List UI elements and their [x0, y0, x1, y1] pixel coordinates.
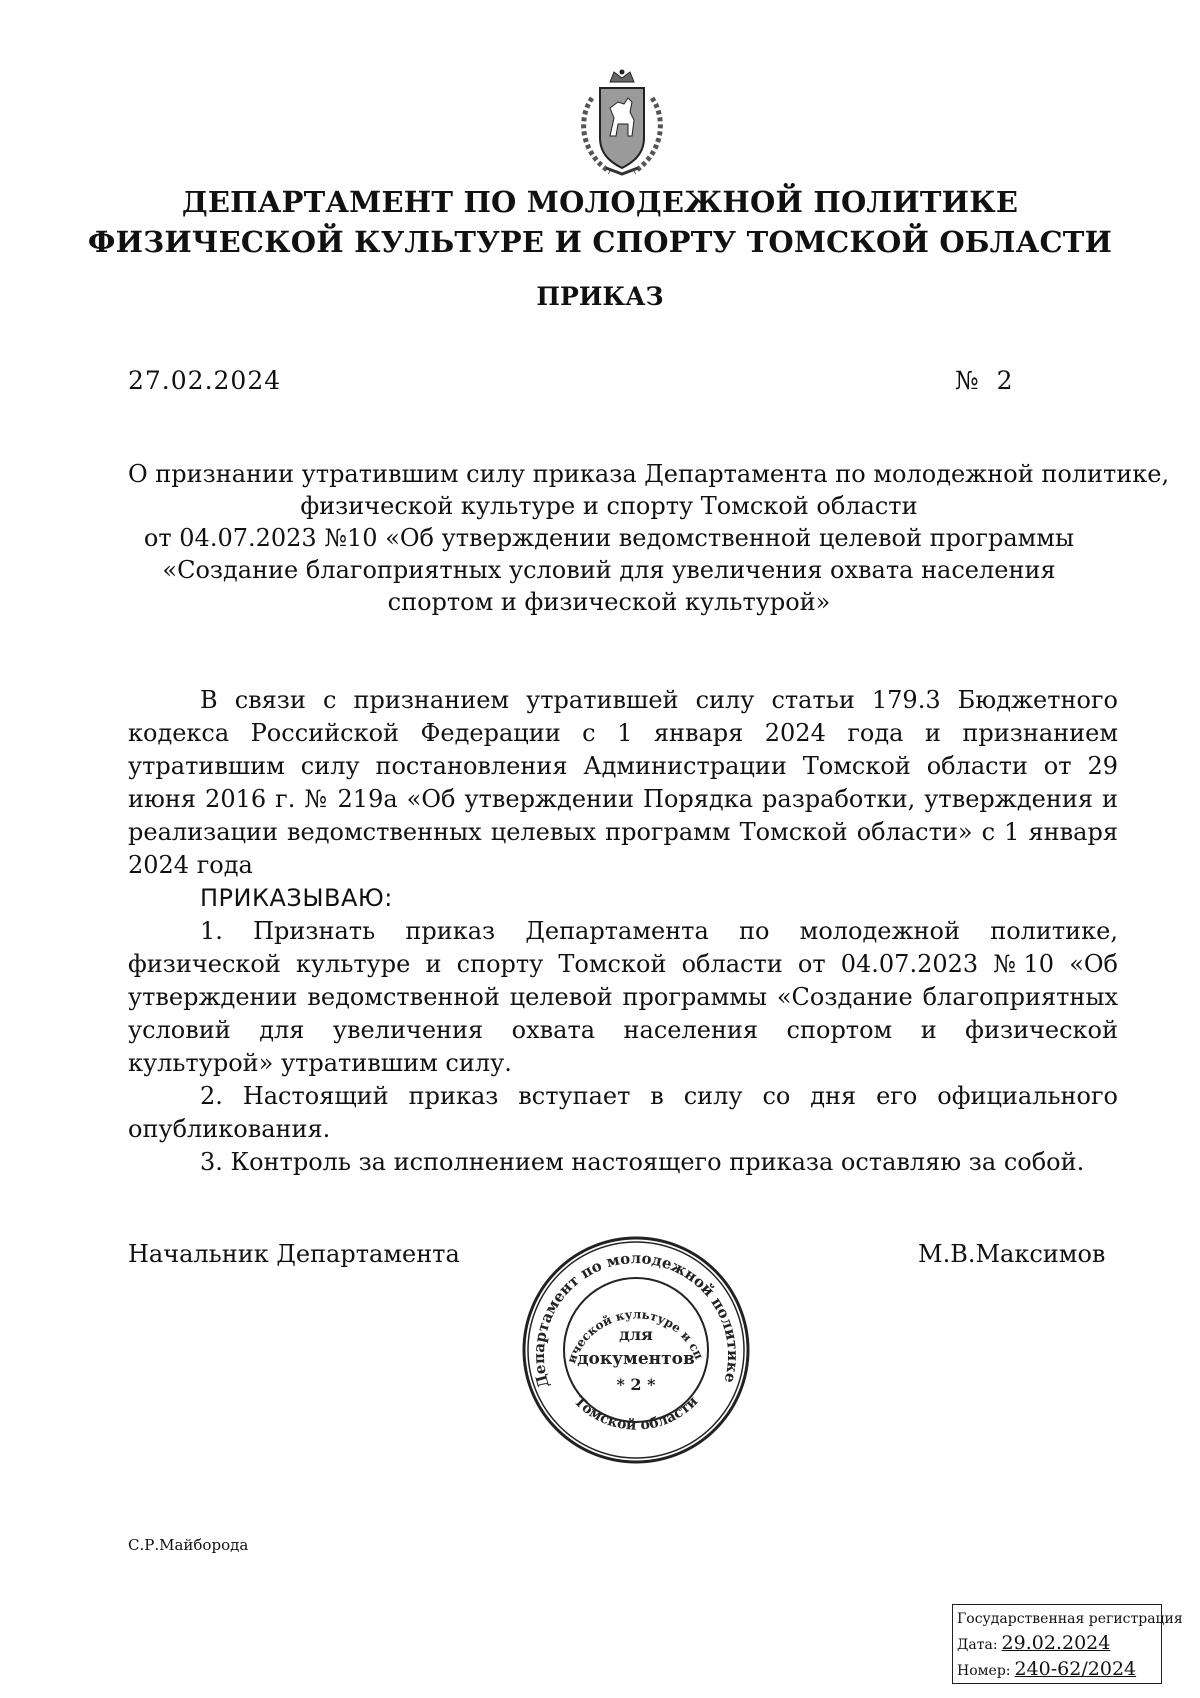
tomsk-oblast-coat-of-arms-icon [570, 68, 674, 180]
registration-date-value: 29.02.2024 [1001, 1632, 1111, 1654]
department-title-line-2: ФИЗИЧЕСКОЙ КУЛЬТУРЕ И СПОРТУ ТОМСКОЙ ОБЛАСТИ [87, 225, 1113, 259]
stamp-center-line-1: для [619, 1325, 653, 1344]
registration-number-value: 240-62/2024 [1014, 1658, 1137, 1680]
signatory-position: Начальник Департамента [128, 1240, 460, 1268]
registration-number-label: Номер: [957, 1663, 1011, 1679]
number-sign: № [955, 366, 979, 395]
registration-date-row [957, 1631, 1157, 1657]
stamp-center-line-2: документов [577, 1349, 695, 1369]
order-subject [128, 458, 1170, 618]
order-date: 27.02.2024 [128, 366, 282, 395]
registration-title: Государственная регистрация [957, 1611, 1183, 1627]
number-value: 2 [996, 366, 1013, 395]
order-item-3: 3. Контроль за исполнением настоящего приказа оставляю за собой. [200, 1148, 1085, 1176]
department-title [0, 182, 1200, 262]
department-title-line-1: ДЕПАРТАМЕНТ ПО МОЛОДЕЖНОЙ ПОЛИТИКЕ [181, 185, 1019, 219]
signatory-name: М.В.Максимов [918, 1240, 1106, 1268]
subject-line: О признании утратившим силу приказа Департамента по молодежной политике, [128, 460, 1170, 488]
order-number [955, 366, 1013, 395]
registration-number-row [957, 1657, 1157, 1683]
preamble-paragraph: В связи с признанием утратившей силу статьи 179.3 Бюджетного кодекса Российской Федерации с 1 января 2024 года и признанием утратившим силу постановления Администрации Томской области от 29 июня 2016 г. № 219а «Об утверждении Порядка разработки, утверждения и реализации ведомственных целевых программ Томской области» с 1 января 2024 года [128, 686, 1118, 879]
stamp-center-number: * 2 * [616, 1375, 656, 1394]
subject-line: от 04.07.2023 №10 «Об утверждении ведомственной целевой программы [143, 524, 1075, 552]
subject-line: спортом и физической культурой» [387, 588, 831, 616]
subject-line: физической культуре и спорту Томской области [300, 492, 918, 520]
order-item-2: 2. Настоящий приказ вступает в силу со дня его официального опубликования. [128, 1082, 1118, 1143]
stamp-inner-text: ической культуре и сп [564, 1307, 707, 1366]
stamp-bottom-text: Томской области [570, 1393, 702, 1434]
subject-line: «Создание благоприятных условий для увеличения охвата населения [162, 556, 1056, 584]
document-type-heading: ПРИКАЗ [536, 282, 664, 311]
registration-date-label: Дата: [957, 1637, 998, 1653]
executor-name: С.Р.Майборода [128, 1536, 249, 1554]
stamp-outer-text: Департамент по молодежной политике [529, 1249, 743, 1391]
registration-box [952, 1604, 1183, 1684]
order-item-1: 1. Признать приказ Департамента по молодежной политике, физической культуре и спорту Томской области от 04.07.2023 №10 «Об утверждении ведомственной целевой программы «Создание благоприятных условий для увеличения охвата населения спортом и физической культурой» утратившим силу. [128, 917, 1118, 1077]
orders-word: ПРИКАЗЫВАЮ: [200, 884, 393, 912]
official-stamp [518, 1232, 754, 1468]
order-body [128, 684, 1118, 1179]
